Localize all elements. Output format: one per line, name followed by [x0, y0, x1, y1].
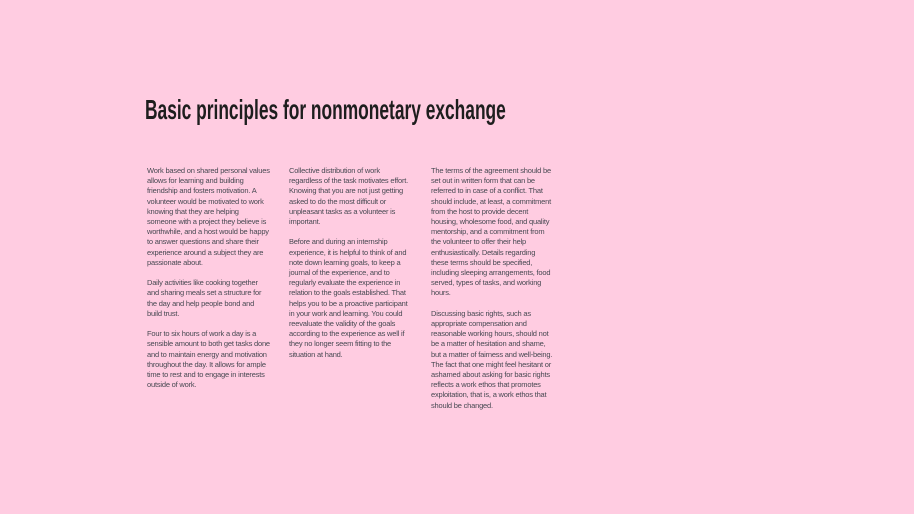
paragraph: The terms of the agreement should be set out in written form that can be referred to in case of a conflict. That should include, at least, a commitment from the host to provide decent housing, wholesome food, and quality mentorship, and a commitment from the volunteer to offer their help enthusiastically. Details regarding these terms should be specified, including sleeping arrangements, food served, types of tasks, and working hours.	[431, 166, 551, 298]
slide-title: Basic principles for nonmonetary exchange	[145, 94, 506, 125]
paragraph: Work based on shared personal values allows for learning and building friendship and fosters motivation. A volunteer would be motivated to work knowing that they are helping someone with a project they believe is worthwhile, and a host would be happy to answer questions and share their experience around a subject they are passionate about.	[147, 166, 270, 267]
paragraph: Discussing basic rights, such as appropriate compensation and reasonable working hours, should not be a matter of hesitation and shame, but a matter of fairness and well-being. The fact that one might feel hesitant or ashamed about asking for basic rights reflects a work ethos that promotes exploitation, that is, a work ethos that should be changed.	[431, 308, 553, 410]
text-column-2	[289, 166, 412, 411]
paragraph: Collective distribution of work regardless of the task motivates effort. Knowing that you are not just getting asked to do the most difficult or unpleasant tasks as a volunteer is important.	[289, 166, 409, 227]
paragraph: Daily activities like cooking together and sharing meals set a structure for the day and help people bond and build trust.	[147, 278, 262, 318]
paragraph: Before and during an internship experience, it is helpful to think of and note down learning goals, to keep a journal of the experience, and to regularly evaluate the experience in relation to the goals established. That helps you to be a proactive participant in your work and learning. You could reevaluate the validity of the goals according to the experience as well if they no longer seem fitting to the situation at hand.	[289, 237, 408, 359]
text-columns	[147, 166, 554, 411]
text-column-1	[147, 166, 270, 411]
paragraph: Four to six hours of work a day is a sensible amount to both get tasks done and to maintain energy and motivation throughout the day. It allows for ample time to rest and to engage in interests outside of work.	[147, 329, 270, 390]
text-column-3	[431, 166, 554, 411]
